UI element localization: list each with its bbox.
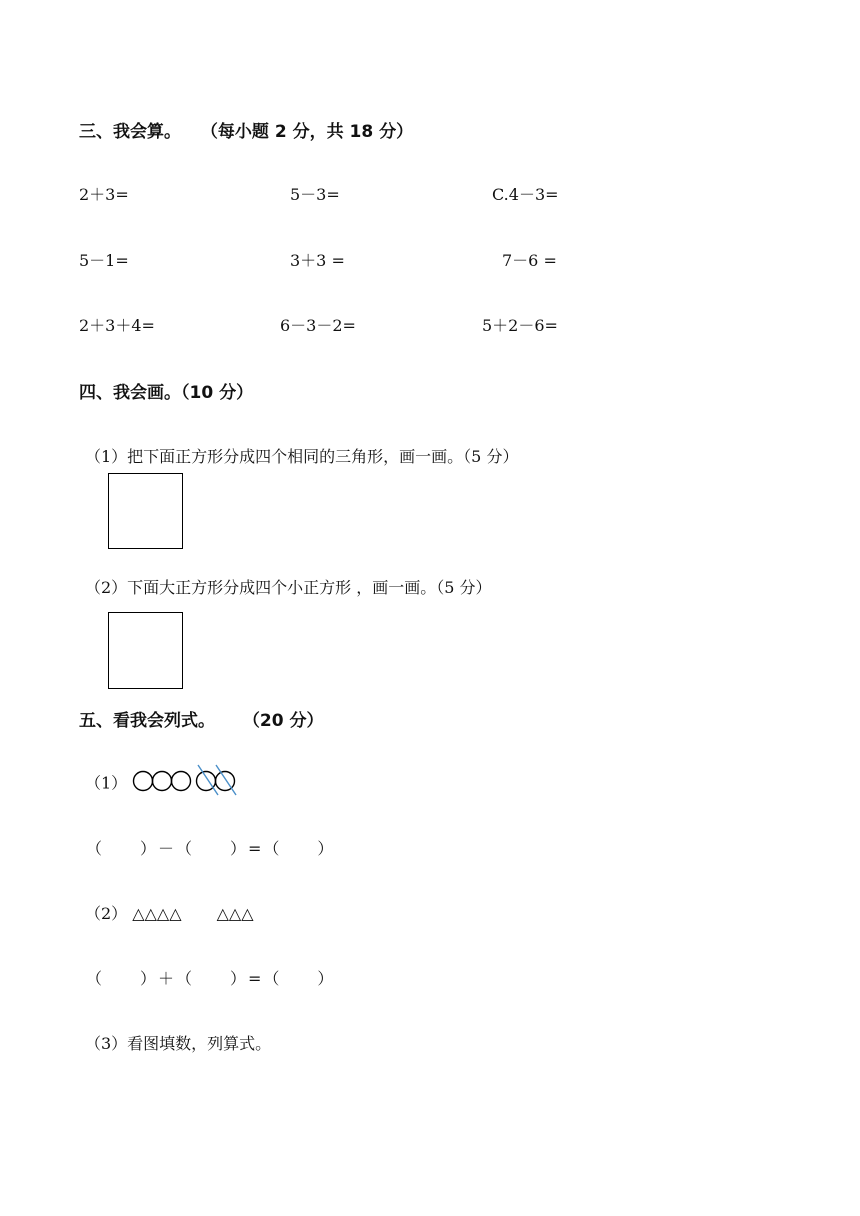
problem-r1c2: 5－3= (290, 185, 340, 204)
circles-figure (132, 764, 244, 798)
q2-label: （2） (85, 904, 128, 923)
square-drawing-area-2 (108, 612, 183, 689)
q1-label: （1） (85, 773, 128, 793)
problem-r3c3: 5＋2－6= (482, 316, 558, 335)
section3-title-text: 三、我会算。 (79, 122, 181, 142)
section5-score: （20 分） (242, 711, 324, 731)
problem-r2c1: 5－1= (79, 251, 129, 270)
q1-blanks: （ ）－（ ）=（ ） (86, 839, 336, 858)
circle-1 (134, 772, 153, 791)
section5-title (79, 706, 324, 731)
q2-blanks: （ ）＋（ ）=（ ） (86, 969, 336, 988)
section4-title: 四、我会画。（10 分） (79, 383, 254, 403)
problem-r3c1: 2＋3＋4= (79, 316, 155, 335)
section5-q1 (85, 770, 244, 798)
section3-title (79, 117, 413, 142)
triangles-group-1: △△△△ (132, 904, 182, 923)
problem-r2c3: 7－6 = (502, 251, 557, 270)
section5-q3: （3）看图填数，列算式。 (85, 1034, 272, 1053)
triangles-group-2: △△△ (216, 904, 254, 923)
section4-q2: （2）下面大正方形分成四个小正方形 ，画一画。（5 分） (85, 578, 492, 597)
section3-score: （每小题 2 分，共 18 分） (200, 122, 414, 142)
problem-r2c2: 3＋3 = (290, 251, 345, 270)
problem-r1c3: C.4－3= (492, 185, 559, 204)
circle-3 (172, 772, 191, 791)
square-drawing-area-1 (108, 473, 183, 549)
circle-2 (153, 772, 172, 791)
problem-r3c2: 6－3－2= (280, 316, 356, 335)
problem-r1c1: 2＋3= (79, 185, 129, 204)
section5-title-text: 五、看我会列式。 (79, 711, 215, 731)
section4-q1: （1）把下面正方形分成四个相同的三角形，画一画。（5 分） (85, 447, 519, 466)
section5-q2 (85, 901, 254, 924)
